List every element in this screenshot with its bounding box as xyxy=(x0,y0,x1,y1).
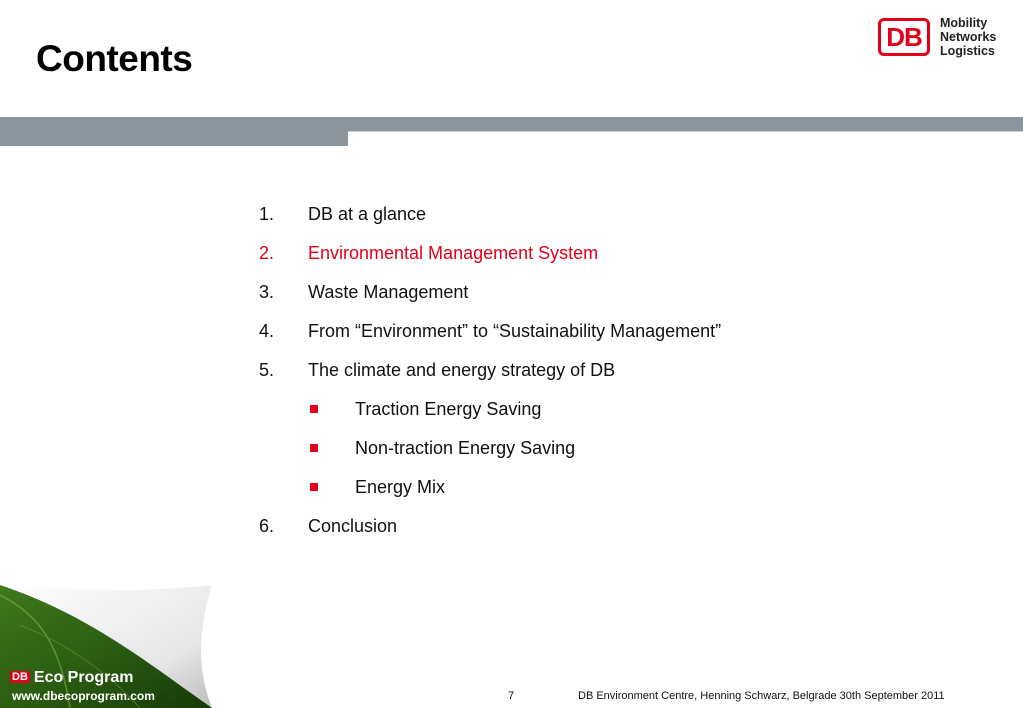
toc-number: 1. xyxy=(259,204,275,224)
header-divider-bar xyxy=(0,117,1023,131)
db-logo-mark: DB xyxy=(878,18,930,56)
page-title: Contents xyxy=(36,38,193,79)
toc-label: Energy Mix xyxy=(355,477,446,497)
page-number: 7 xyxy=(508,690,515,702)
tagline-line: Networks xyxy=(940,30,997,44)
toc-label: From “Environment” to “Sustainability Management” xyxy=(308,321,722,341)
eco-program-url: www.dbecoprogram.com xyxy=(12,689,155,703)
square-bullet-icon xyxy=(310,405,318,413)
eco-program-title: Eco Program xyxy=(33,669,134,686)
square-bullet-icon xyxy=(310,483,318,491)
toc-number: 4. xyxy=(259,321,275,341)
header-divider-line xyxy=(348,131,1023,132)
db-logo xyxy=(878,16,1018,62)
eco-db-badge: DB xyxy=(12,671,28,683)
toc-label: Environmental Management System xyxy=(308,243,599,263)
toc-number: 6. xyxy=(259,516,275,536)
toc-label: Conclusion xyxy=(308,516,398,536)
toc-label: Traction Energy Saving xyxy=(355,399,542,419)
tagline-line: Logistics xyxy=(940,44,995,58)
toc-number: 3. xyxy=(259,282,275,302)
toc-label: The climate and energy strategy of DB xyxy=(308,360,616,380)
header-divider-tab xyxy=(0,131,348,146)
eco-program-brand xyxy=(10,669,133,687)
toc-label: Non-traction Energy Saving xyxy=(355,438,576,458)
toc-label: Waste Management xyxy=(308,282,469,302)
toc-label: DB at a glance xyxy=(308,204,427,224)
logo-tagline xyxy=(940,16,996,58)
toc-number: 5. xyxy=(259,360,275,380)
footer-text: DB Environment Centre, Henning Schwarz, Belgrade 30th September 2011 xyxy=(578,690,945,702)
toc-number: 2. xyxy=(259,243,275,263)
tagline-line: Mobility xyxy=(940,16,988,30)
square-bullet-icon xyxy=(310,444,318,452)
